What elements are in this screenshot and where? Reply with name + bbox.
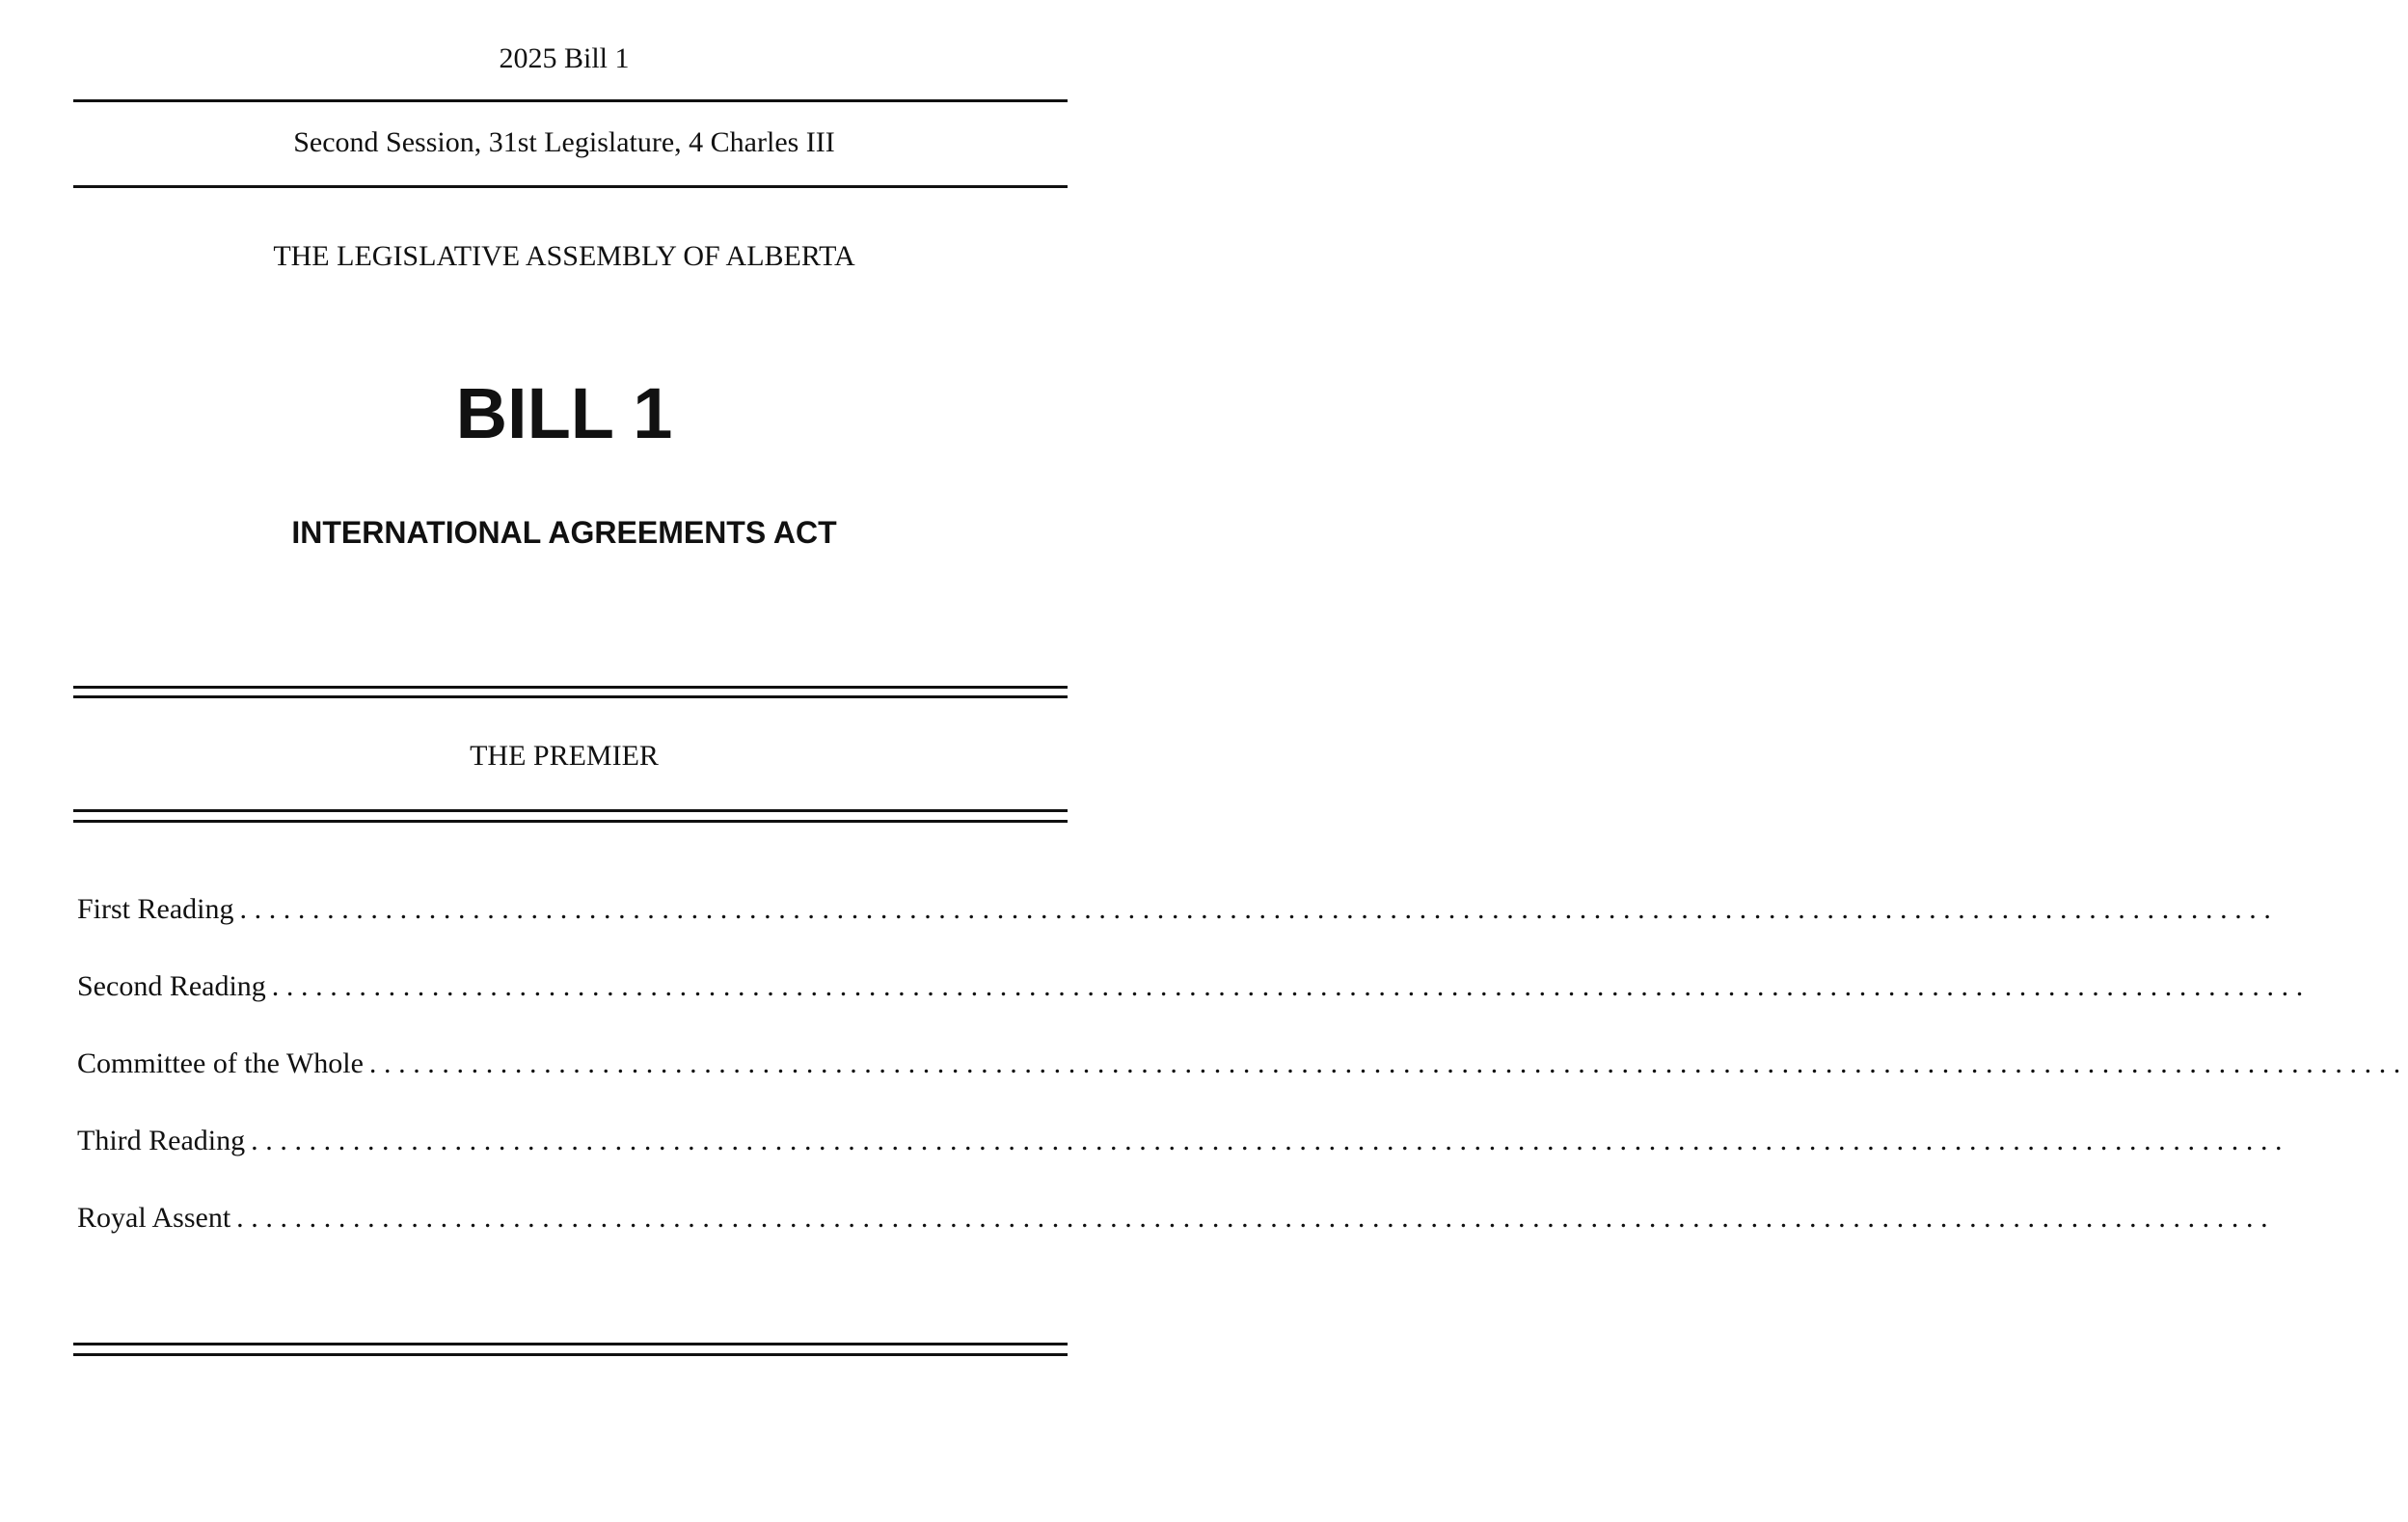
dot-leader: ............................................................................................................................................ — [251, 1125, 2290, 1156]
reading-label: Second Reading — [77, 970, 266, 1002]
dot-leader: ............................................................................................................................................ — [239, 893, 2279, 925]
reading-row-second — [77, 970, 2311, 1047]
reading-label: First Reading — [77, 893, 234, 925]
reading-label: Third Reading — [77, 1125, 246, 1156]
bill-number-heading: BILL 1 — [455, 373, 673, 453]
act-title: INTERNATIONAL AGREEMENTS ACT — [291, 515, 837, 550]
reading-row-third — [77, 1125, 2290, 1202]
dot-leader: ............................................................................................................................................ — [368, 1047, 2408, 1079]
footer-divider-1 — [73, 1343, 1068, 1345]
reading-row-royal-assent — [77, 1202, 2276, 1279]
sponsor-name: THE PREMIER — [470, 740, 659, 772]
dot-leader: ............................................................................................................................................ — [271, 970, 2311, 1002]
reading-label: Royal Assent — [77, 1202, 231, 1234]
sponsor-divider-bottom-2 — [73, 820, 1068, 823]
reading-row-committee — [77, 1047, 2408, 1125]
header-divider-bottom — [73, 185, 1068, 188]
header-divider-top — [73, 99, 1068, 102]
dot-leader: ............................................................................................................................................ — [236, 1202, 2276, 1234]
reading-label: Committee of the Whole — [77, 1047, 364, 1079]
session-line: Second Session, 31st Legislature, 4 Charles III — [293, 126, 835, 158]
sponsor-divider-top-1 — [73, 686, 1068, 689]
sponsor-divider-top-2 — [73, 695, 1068, 698]
readings-list — [77, 893, 2408, 1279]
bill-reference: 2025 Bill 1 — [499, 42, 630, 74]
reading-row-first — [77, 893, 2279, 970]
assembly-name: THE LEGISLATIVE ASSEMBLY OF ALBERTA — [273, 240, 855, 272]
sponsor-divider-bottom-1 — [73, 809, 1068, 812]
footer-divider-2 — [73, 1353, 1068, 1356]
